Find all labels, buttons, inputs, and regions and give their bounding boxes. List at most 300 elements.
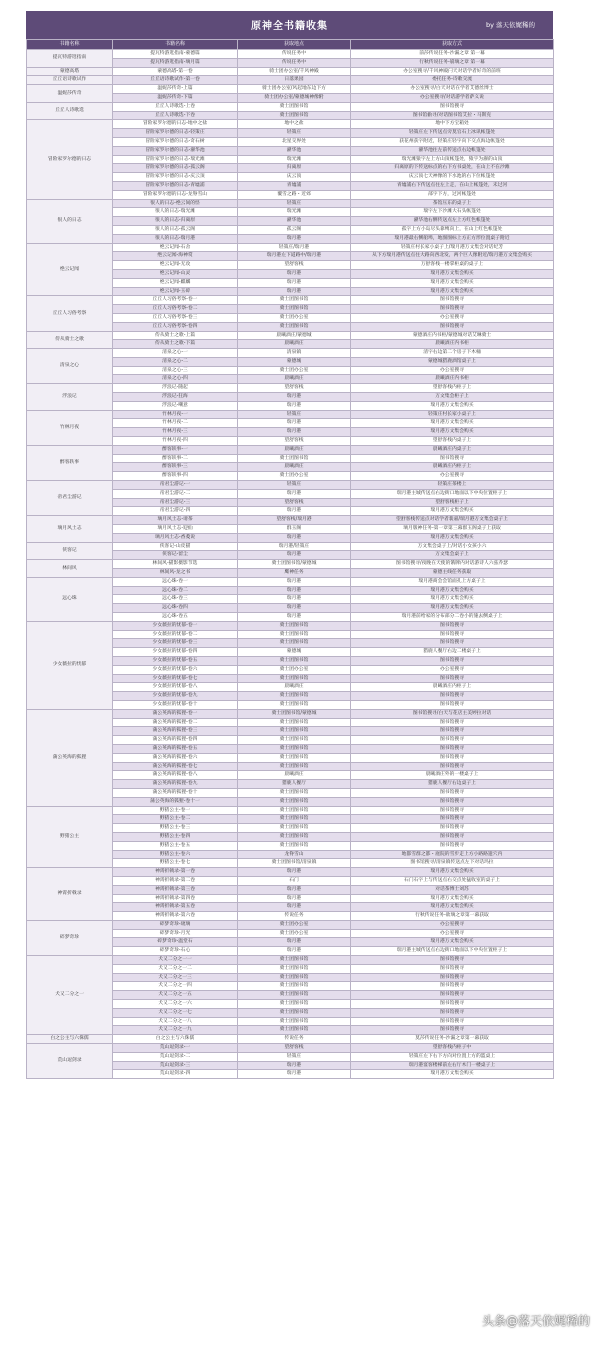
location: 瑞光滩: [238, 208, 351, 217]
method: 瑞月港万文集会购买: [351, 868, 554, 877]
method: 图书馆搜寻: [351, 621, 554, 630]
book-title: 犬又二分之一五: [113, 991, 238, 1000]
method: 图书馆偷寻/对话图书馆艾拉・马斯克: [351, 111, 554, 120]
method: 望舒客栈柜子上: [351, 498, 554, 507]
location: 蒙德城: [238, 648, 351, 657]
book-title: 蒲公英海的狐狸-卷七: [113, 762, 238, 771]
method: 蒙德酒庄内书柜/蒙德城对话艾琳骑士: [351, 331, 554, 340]
book-title: 很人的日志-绝云间的怪: [113, 199, 238, 208]
location: 骑士团图书馆: [238, 841, 351, 850]
book-series-name: 野猪公主: [27, 806, 113, 868]
method: 图书馆搜寻: [351, 736, 554, 745]
book-series-name: 丘丘人习俗考察: [27, 296, 113, 331]
location: 瑞月港: [238, 868, 351, 877]
book-series-name: 帝君尘游记: [27, 481, 113, 516]
book-series-name: 温妮莎传奇: [27, 85, 113, 103]
location: 骑士团图书馆: [238, 102, 351, 111]
method: 瑞月港万文集会购买: [351, 401, 554, 410]
location: 骑士团图书馆: [238, 824, 351, 833]
book-title: 很人的日志-瑞光滩: [113, 208, 238, 217]
table-row: [27, 331, 554, 340]
location: 骑士团图书馆: [238, 111, 351, 120]
method: 图书馆搜寻: [351, 656, 554, 665]
book-title: 蒲公英海的狐狸-卷五: [113, 744, 238, 753]
method: 瑞月港万文集会购买: [351, 287, 554, 296]
book-title: 蒙德高塔-第一卷: [113, 67, 238, 76]
method: 瑞月港万文集会购买: [351, 419, 554, 428]
method: 办公室搜寻: [351, 472, 554, 481]
method: 图书馆搜寻: [351, 753, 554, 762]
location: 骑士团图书馆: [238, 806, 351, 815]
table-row: [27, 481, 554, 490]
book-title: 绝云记闻-山灵: [113, 269, 238, 278]
location: 瑞月港: [238, 393, 351, 402]
book-series-name: 侠客记: [27, 542, 113, 560]
method: 归离原的下传送标点的右下方书桌处，在山上不在沙滩: [351, 164, 554, 173]
table-row: [27, 516, 554, 525]
method: 瑞月港万文集会购买: [351, 586, 554, 595]
location: 瑞月港左下道路中/瑞月港: [238, 252, 351, 261]
book-title: 醉客轶事-三: [113, 463, 238, 472]
method: 办公室搜寻/千风神殿闩天对话学者好奇的前班: [351, 67, 554, 76]
column-header: 获取地点: [238, 40, 351, 50]
book-title: 碎梦奇珍-琉璃: [113, 920, 238, 929]
location: 骑士团图书馆: [238, 982, 351, 991]
location: 轻策庄: [238, 1052, 351, 1061]
method: 图书馆搜寻: [351, 727, 554, 736]
method: 茶馆压东的桌子上: [351, 199, 554, 208]
method: 瑞月港商会会馆面孔上方桌子上: [351, 577, 554, 586]
location: 轻策庄: [238, 481, 351, 490]
book-title: 犬又二分之一一: [113, 956, 238, 965]
location: 骑士团图书馆: [238, 736, 351, 745]
location: 瑞月港: [238, 894, 351, 903]
book-series-name: 荒山逗剑录: [27, 1044, 113, 1079]
book-title: 碎梦奇珍-石心: [113, 947, 238, 956]
location: 望舒客栈: [238, 384, 351, 393]
book-title: 冒险家罗尔德的日志-瑞光滩: [113, 155, 238, 164]
location: 骑士团图书馆: [238, 1026, 351, 1035]
book-title: 提瓦特游逛指南-蒙德篇: [113, 50, 238, 59]
location: 骑士团图书馆: [238, 973, 351, 982]
page-title: 原神全书籍收集: [251, 21, 328, 32]
book-title: 犬又二分之一三: [113, 973, 238, 982]
location: 骑士团办公室: [238, 313, 351, 322]
method: 瑞月港万文集会购买: [351, 269, 554, 278]
book-title: 璃月风土志-请茶: [113, 516, 238, 525]
method: 蒙德主线任务获取: [351, 569, 554, 578]
method: 图书馆搜寻: [351, 692, 554, 701]
location: 骑士团办公室: [238, 472, 351, 481]
author-credit: by 落天依娓稀的: [485, 21, 535, 29]
method: 瑞光滩猿字左上方山顶帐篷处，猿字为濯的山顶: [351, 155, 554, 164]
location: 骑士团办公室: [238, 366, 351, 375]
book-title: 犬又二分之一二: [113, 964, 238, 973]
method: 图书馆搜寻: [351, 744, 554, 753]
book-series-name: 蒙德高塔: [27, 67, 113, 76]
location: 晨曦酒庄: [238, 683, 351, 692]
location: 骑士团图书馆: [238, 639, 351, 648]
method: 图书馆搜寻: [351, 322, 554, 331]
method: 图书馆搜寻: [351, 296, 554, 305]
book-title: 野猪公主-卷一: [113, 806, 238, 815]
method: 瑞月港万文集会购买: [351, 894, 554, 903]
method: 图书馆搜寻: [351, 102, 554, 111]
table-row: [27, 243, 554, 252]
method: 万舒客栈一楼掌柜桌的桌子上: [351, 261, 554, 270]
location: 骑士团图书馆/蒙德城: [238, 709, 351, 718]
location: 骑士团图书馆: [238, 296, 351, 305]
table-row: [27, 920, 554, 929]
location: 龙脊雪山: [238, 850, 351, 859]
method: 瑞月港万文集会购买: [351, 595, 554, 604]
book-title: 丘丘人习俗考察-卷四: [113, 322, 238, 331]
watermark: 头条@落天依娓稀的: [481, 1314, 590, 1328]
method: 图书馆搜寻/夜晚在天使的饿牌内对话游诗人六弦乔瑟: [351, 560, 554, 569]
table-row: [27, 577, 554, 586]
method: 庆云顶七天神像的下水池的右下位帐篷处: [351, 173, 554, 182]
table-row: [27, 199, 554, 208]
location: 庆云顶: [238, 173, 351, 182]
location: 轻策庄/瑞月港: [238, 243, 351, 252]
book-series-name: 很人的日志: [27, 199, 113, 243]
book-title: 犬又二分之一六: [113, 1000, 238, 1009]
location: 瑞月港: [238, 401, 351, 410]
location: 骑士团图书馆/清泉镇: [238, 859, 351, 868]
location: 骑士团图书馆: [238, 1008, 351, 1017]
method: 图书馆搜寻: [351, 700, 554, 709]
book-series-name: 提瓦特游逛指南: [27, 50, 113, 68]
table-row: [27, 76, 554, 85]
location: 骑士团图书馆: [238, 322, 351, 331]
book-title: 蒲公英海的狐狸-卷十: [113, 788, 238, 797]
method: 蒙德城猎鹿酒馆桌子上: [351, 357, 554, 366]
method: 办公室搜寻/白天对话在学者艾德丝博士: [351, 85, 554, 94]
book-series-name: 侍从骑士之歌: [27, 331, 113, 349]
method: 青墟浦右下传送点往左上走，在山上帐篷处，未过河: [351, 181, 554, 190]
location: 骑士团图书馆: [238, 762, 351, 771]
table-row: [27, 806, 554, 815]
column-header: 获取方式: [351, 40, 554, 50]
book-title: 蒲公英海的狐狸-卷三: [113, 727, 238, 736]
book-title: 远心珠-卷四: [113, 604, 238, 613]
method: 瑞月港万文集会购买: [351, 938, 554, 947]
method: 万文集会桌子上/对话小女孩小六: [351, 542, 554, 551]
table-row: [27, 560, 554, 569]
book-title: 丘丘人习俗考察-卷三: [113, 313, 238, 322]
book-title: 醉客轶事-四: [113, 472, 238, 481]
method: 地中下方宝箱处: [351, 120, 554, 129]
method: 办公室搜寻: [351, 929, 554, 938]
location: 骑士团图书馆: [238, 454, 351, 463]
book-title: 温妮莎传奇-下篇: [113, 93, 238, 102]
book-series-name: 丘丘语诗歌试作: [27, 76, 113, 85]
book-collection-sheet: [26, 11, 553, 1079]
method: 晨曦酒庄内书柜: [351, 340, 554, 349]
book-title: 蒲公英海的狐狸-卷八: [113, 771, 238, 780]
method: 瑞月港万文集会购买: [351, 278, 554, 287]
book-title: 蒲公英海的狐狸-卷九: [113, 780, 238, 789]
column-header: 书籍名称: [27, 40, 113, 50]
method: 瑞月港主城传送点右边街口地面以下中央位置柜子上: [351, 489, 554, 498]
location: 濯华池: [238, 146, 351, 155]
book-title: 犬又二分之一七: [113, 1008, 238, 1017]
location: 传说任务中: [238, 50, 351, 59]
location: 骑士团图书馆: [238, 964, 351, 973]
location: 骑士团办公室: [238, 929, 351, 938]
book-title: 神霄折戟录-第六卷: [113, 912, 238, 921]
location: 骑士团图书馆: [238, 956, 351, 965]
book-series-name: 远心珠: [27, 577, 113, 621]
method: 图书馆搜寻: [351, 674, 554, 683]
book-title: 犬又二分之一八: [113, 1017, 238, 1026]
book-title: 野猪公主-卷七: [113, 859, 238, 868]
method: 图书馆搜寻: [351, 1008, 554, 1017]
method: 图书馆搜寻: [351, 1026, 554, 1035]
location: 孤云阁: [238, 225, 351, 234]
location: 传说任务中: [238, 58, 351, 67]
book-title: 犬又二分之一九: [113, 1026, 238, 1035]
location: 瑞月港: [238, 577, 351, 586]
book-table: [26, 39, 554, 1079]
location: 晨曦酒庄: [238, 445, 351, 454]
location: 望舒客栈/瑞月港: [238, 516, 351, 525]
method: 图书馆搜寻: [351, 982, 554, 991]
book-title: 很人的日志-归离原: [113, 217, 238, 226]
location: 晨曦酒庄: [238, 340, 351, 349]
method: 图书馆搜寻: [351, 824, 554, 833]
book-title: 醉客轶事-一: [113, 445, 238, 454]
location: 晨曦酒庄/蒙德城: [238, 331, 351, 340]
book-title: 很人的日志-孤云阁: [113, 225, 238, 234]
method: 轻策庄村长家小桌子上/瑞月港万文集会对话纪芳: [351, 243, 554, 252]
location: 骑士团办公室: [238, 920, 351, 929]
location: 瑞月港: [238, 428, 351, 437]
book-title: 冒险家罗尔德的日志-青墟浦: [113, 181, 238, 190]
location: 地中之盐: [238, 120, 351, 129]
method: 瑞月港万文集会购买: [351, 507, 554, 516]
book-title: 很人的日志-瑞月港: [113, 234, 238, 243]
book-title: 冒险家罗尔德的日志-龙脊雪山: [113, 190, 238, 199]
book-series-name: 浮浪记: [27, 384, 113, 410]
location: 骑士团图书馆: [238, 991, 351, 1000]
location: 瑞月港: [238, 586, 351, 595]
method: 莫莎传说任务-沙漏之章第一幕获取: [351, 1035, 554, 1044]
location: 蒙德城: [238, 357, 351, 366]
book-title: 清泉之心-一: [113, 349, 238, 358]
location: 骑士团图书馆: [238, 305, 351, 314]
book-title: 蒲公英海的狐狸-卷二: [113, 718, 238, 727]
method: 图书馆搜寻: [351, 797, 554, 806]
method: 万文集会桌子上: [351, 551, 554, 560]
book-title: 侍从骑士之歌-上篇: [113, 331, 238, 340]
book-title: 白之公主与六侏儒: [113, 1035, 238, 1044]
location: 骑士团图书馆: [238, 832, 351, 841]
book-title: 野猪公主-卷六: [113, 850, 238, 859]
method: 行秋传说任务-崩璃之章 第一幕: [351, 58, 554, 67]
table-row: [27, 1035, 554, 1044]
book-title: 冒险家罗尔德的日志-濯华池: [113, 146, 238, 155]
book-title: 清泉之心-二: [113, 357, 238, 366]
title-bar: [26, 11, 553, 39]
location: 骑士团图书馆: [238, 656, 351, 665]
location: 晨曦酒庄: [238, 375, 351, 384]
location: 骑士团办公室/蒙德城神像附: [238, 93, 351, 102]
location: 瑞月港: [238, 419, 351, 428]
book-title: 丘丘语诗歌试作-第一卷: [113, 76, 238, 85]
method: 办公室搜寻: [351, 920, 554, 929]
method: 轻策庄左下右下方向对位置上方的篮桌上: [351, 1052, 554, 1061]
table-row: [27, 709, 554, 718]
book-title: 绝云记闻-海神赏: [113, 252, 238, 261]
book-title: 冒险家罗尔德的日志-奇石树: [113, 137, 238, 146]
book-series-name: 竹林月夜: [27, 410, 113, 445]
location: 归离原: [238, 164, 351, 173]
location: 瑞月港: [238, 613, 351, 622]
method: 晨曦酒庄外的一楼桌子上: [351, 771, 554, 780]
location: 瑞月港: [238, 1070, 351, 1079]
book-title: 少女薇拉的忧郁-卷一: [113, 621, 238, 630]
method: 濯华池右侧传送点左上方红色帐篷处: [351, 217, 554, 226]
method: 濯华池往左前传送点右边帐篷处: [351, 146, 554, 155]
method: 望舒客栈内柜子中: [351, 1044, 554, 1053]
method: 瑞月港最右侧船埠，地图图标上方正方形位置桌子附近: [351, 234, 554, 243]
location: 瑞月港: [238, 533, 351, 542]
book-title: 璃月风土志-香菱说: [113, 533, 238, 542]
method: 图书馆搜寻: [351, 956, 554, 965]
method: 石门石字上与传送点右交点处猛收室的桌子上: [351, 876, 554, 885]
location: 晨曦酒庄: [238, 463, 351, 472]
table-row: [27, 296, 554, 305]
location: 骑士团图书馆: [238, 692, 351, 701]
method: 图书馆搜寻/白天与花店主美婷拉对话: [351, 709, 554, 718]
book-title: 少女薇拉的忧郁-卷六: [113, 665, 238, 674]
book-title: 竹林月夜-四: [113, 437, 238, 446]
book-title: 帝君尘游记-三: [113, 498, 238, 507]
location: 群玉阁: [238, 525, 351, 534]
book-title: 提瓦特游逛指南-璃月篇: [113, 58, 238, 67]
book-series-name: 清泉之心: [27, 349, 113, 384]
method: 图书馆搜寻/清泉镇传送点左下对话玛拉: [351, 859, 554, 868]
method: 行秋传说任务-欲璃之章第一幕获取: [351, 912, 554, 921]
location: 骑士团办公室: [238, 665, 351, 674]
location: 覆雪之路・近郊: [238, 190, 351, 199]
book-title: 蒲公英海的狐狸-卷六: [113, 753, 238, 762]
method: 孤字上方小岛尽头靠缚向上，在山上红色帐篷处: [351, 225, 554, 234]
location: 骑士团图书馆/蒙德城: [238, 560, 351, 569]
book-title: 神霄折戟录-第二卷: [113, 876, 238, 885]
method: 图书馆搜寻: [351, 991, 554, 1000]
book-title: 神霄折戟录-第三卷: [113, 885, 238, 894]
method: 图书馆搜寻: [351, 305, 554, 314]
book-title: 清泉之心-三: [113, 366, 238, 375]
book-title: 浮浪记-嘲意: [113, 401, 238, 410]
method: 万文集会柜子上: [351, 393, 554, 402]
location: 瑞月港: [238, 595, 351, 604]
method: 前莎传说任务-沙漏之章 第一幕: [351, 50, 554, 59]
location: 瑞月港: [238, 278, 351, 287]
location: 骑士团图书馆: [238, 621, 351, 630]
book-title: 野猪公主-卷二: [113, 815, 238, 824]
book-title: 侠客记-山皮猫: [113, 542, 238, 551]
location: 望舒客栈: [238, 261, 351, 270]
method: 望舒客栈内柜子上: [351, 384, 554, 393]
book-title: 神霄折戟录-第四卷: [113, 894, 238, 903]
location: 晨曦酒庄: [238, 771, 351, 780]
location: 日落果园: [238, 76, 351, 85]
method: 办公室搜寻: [351, 665, 554, 674]
location: 瑞月港: [238, 287, 351, 296]
location: 瑞月港: [238, 903, 351, 912]
book-title: 野猪公主-卷五: [113, 841, 238, 850]
book-title: 神霄折戟录-第一卷: [113, 868, 238, 877]
book-title: 远心珠-卷五: [113, 613, 238, 622]
header-row: [27, 40, 554, 50]
book-series-name: 醉客轶事: [27, 445, 113, 480]
location: 传说任务: [238, 912, 351, 921]
method: 图书馆搜寻: [351, 964, 554, 973]
location: 望舒客栈: [238, 1044, 351, 1053]
method: 晨曦酒庄内柜子上: [351, 463, 554, 472]
location: 骑士团图书馆: [238, 797, 351, 806]
method: 图书馆搜寻: [351, 832, 554, 841]
book-title: 少女薇拉的忧郁-卷五: [113, 656, 238, 665]
book-title: 荒山逗剑录-二: [113, 1052, 238, 1061]
location: 骑士团办公室/千风神殿: [238, 67, 351, 76]
book-title: 犬又二分之一四: [113, 982, 238, 991]
book-title: 蒲公英海的狐狸-卷四: [113, 736, 238, 745]
book-series-name: 碎梦奇珍: [27, 920, 113, 955]
book-title: 清泉之心-四: [113, 375, 238, 384]
method: 轻策庄茶楼上: [351, 481, 554, 490]
method: 猎鹿人餐厅右边桌子上: [351, 780, 554, 789]
book-title: 竹林月夜-三: [113, 428, 238, 437]
book-title: 少女薇拉的忧郁-卷八: [113, 683, 238, 692]
method: 部字下方，过河帐篷处: [351, 190, 554, 199]
location: 骑士团图书馆: [238, 727, 351, 736]
book-title: 绝云记闻-玉碎: [113, 287, 238, 296]
table-row: [27, 384, 554, 393]
location: 瑞月港: [238, 489, 351, 498]
location: 望舒客栈: [238, 498, 351, 507]
book-title: 远心珠-卷三: [113, 595, 238, 604]
location: 骑士团图书馆: [238, 753, 351, 762]
method: 图书馆搜寻: [351, 718, 554, 727]
location: 轻策庄: [238, 410, 351, 419]
book-title: 丘丘人习俗考察-卷一: [113, 296, 238, 305]
book-title: 少女薇拉的忧郁-卷三: [113, 639, 238, 648]
method: 瑞月港宴客楼梯前左右厅木门一楼桌子上: [351, 1061, 554, 1070]
method: 委托任务-诗歌交流: [351, 76, 554, 85]
method: 地都雪群之都・庭院的雪步走上方小路路遗穴内: [351, 850, 554, 859]
table-row: [27, 1044, 554, 1053]
book-title: 竹林月夜-二: [113, 419, 238, 428]
book-title: 浮浪记-狂海: [113, 393, 238, 402]
location: 瑞月港: [238, 885, 351, 894]
book-title: 竹林月夜-一: [113, 410, 238, 419]
location: 轻策庄: [238, 129, 351, 138]
location: 瑞月港: [238, 551, 351, 560]
location: 骑士团图书馆: [238, 815, 351, 824]
location: 瑞月港: [238, 1061, 351, 1070]
book-title: 醉客轶事-二: [113, 454, 238, 463]
book-title: 少女薇拉的忧郁-卷七: [113, 674, 238, 683]
table-row: [27, 542, 554, 551]
book-series-name: 犬又二分之一: [27, 956, 113, 1035]
method: 瑞月港万文集会购买: [351, 1070, 554, 1079]
method: 对话茶博士刘苏: [351, 885, 554, 894]
table-body: [27, 50, 554, 1079]
